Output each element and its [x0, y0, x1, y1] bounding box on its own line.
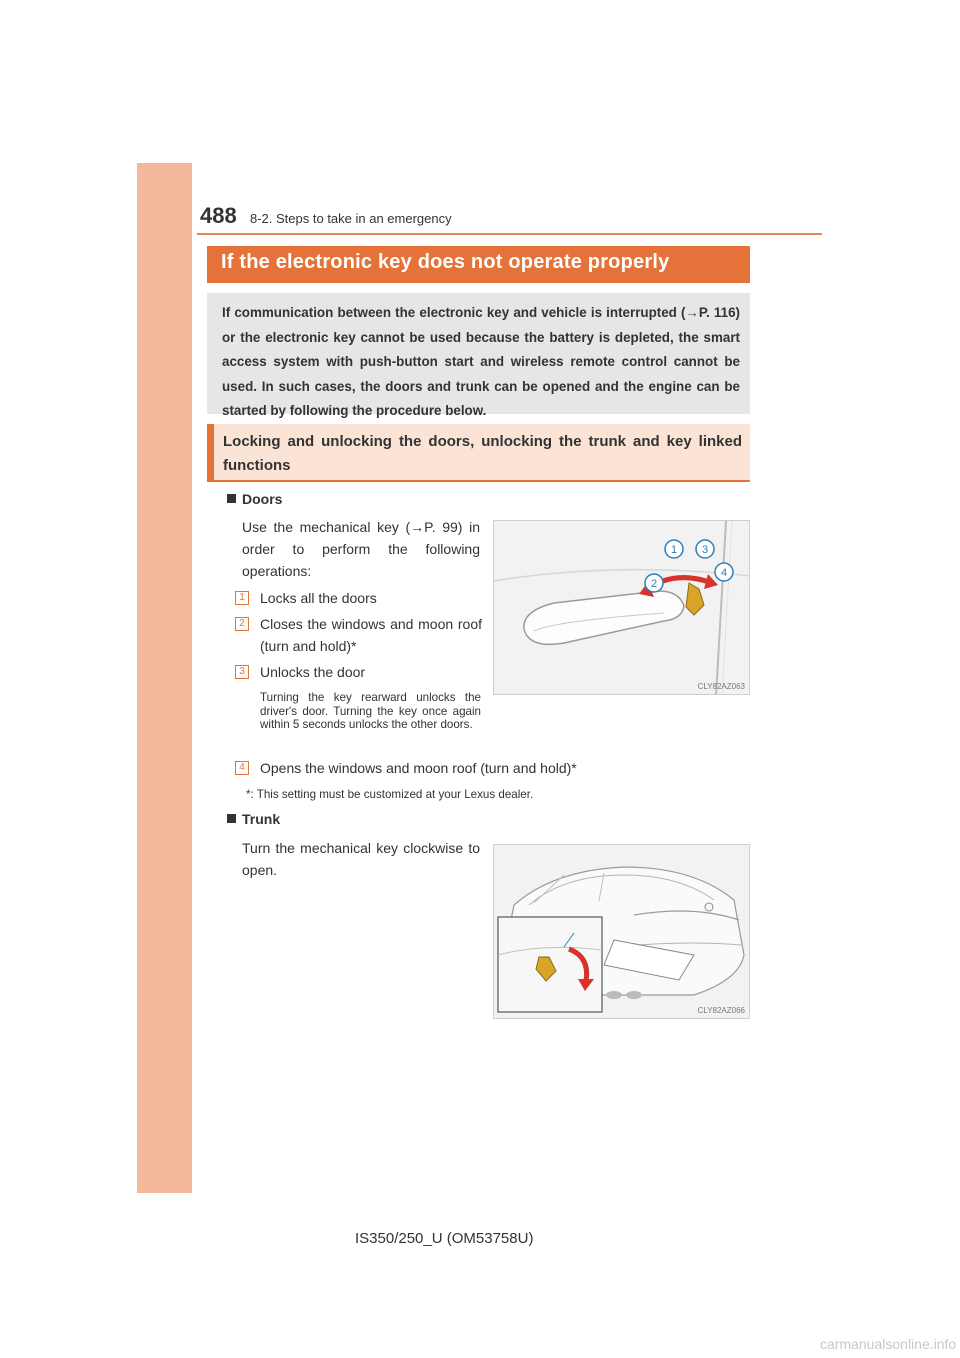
figure-label-1: 1: [670, 544, 678, 556]
figure-label-4: 4: [720, 567, 728, 579]
intro-box: [207, 293, 750, 418]
intro-text: If communication between the electronic key and vehicle is interrupted (→P. 116) or the electronic key cannot be used because the battery is depleted, the smart access system with push-button start and wireless remote control cannot be used. In such cases, the doors and trunk can be opened and the engine can be started by following the procedure below.: [222, 305, 740, 418]
trunk-heading-text: Trunk: [242, 811, 281, 827]
page-number: 488: [200, 203, 237, 228]
step-text-2: Closes the windows and moon roof (turn and hold)*: [260, 616, 482, 654]
subsection-title: Locking and unlocking the doors, unlocking the trunk and key linked functions: [223, 433, 742, 474]
trunk-heading: [227, 811, 280, 827]
step-badge-2: 2: [235, 617, 249, 631]
figure-code-door: CLY82AZ063: [697, 682, 745, 691]
header-rule: [197, 233, 822, 235]
step-text-1: Locks all the doors: [260, 590, 377, 606]
doors-intro: Use the mechanical key (→P. 99) in order to perform the following operations:: [242, 519, 480, 579]
section-title: If the electronic key does not operate properly: [221, 251, 670, 273]
section-reference: 8-2. Steps to take in an emergency: [250, 211, 452, 226]
figure-label-3: 3: [701, 544, 709, 556]
bullet-square-icon: [227, 814, 236, 823]
side-band: [137, 163, 192, 1193]
step-badge-3: 3: [235, 665, 249, 679]
doors-heading-text: Doors: [242, 491, 283, 507]
watermark: carmanualsonline.info: [820, 1336, 957, 1352]
trunk-text: Turn the mechanical key clockwise to open.: [242, 840, 480, 878]
step-text-4: Opens the windows and moon roof (turn and hold)*: [260, 760, 577, 776]
step-badge-4: 4: [235, 761, 249, 775]
figure-label-2: 2: [650, 578, 658, 590]
subsection-bar: [207, 424, 750, 482]
step-3-note: Turning the key rearward unlocks the driver's door. Turning the key once again within 5 seconds unlocks the other doors.: [260, 691, 481, 731]
bullet-square-icon: [227, 494, 236, 503]
figure-code-trunk: CLY82AZ066: [697, 1006, 745, 1015]
model-code: IS350/250_U (OM53758U): [355, 1230, 534, 1247]
doors-heading: [227, 491, 282, 507]
trunk-illustration: [494, 845, 750, 1019]
door-handle-figure: [493, 520, 750, 695]
step-badge-1: 1: [235, 591, 249, 605]
trunk-figure: [493, 844, 750, 1019]
section-title-bar: [207, 246, 750, 283]
footnote: *: This setting must be customized at your Lexus dealer.: [246, 788, 534, 801]
door-handle-illustration: [494, 521, 750, 695]
step-text-3: Unlocks the door: [260, 664, 366, 680]
